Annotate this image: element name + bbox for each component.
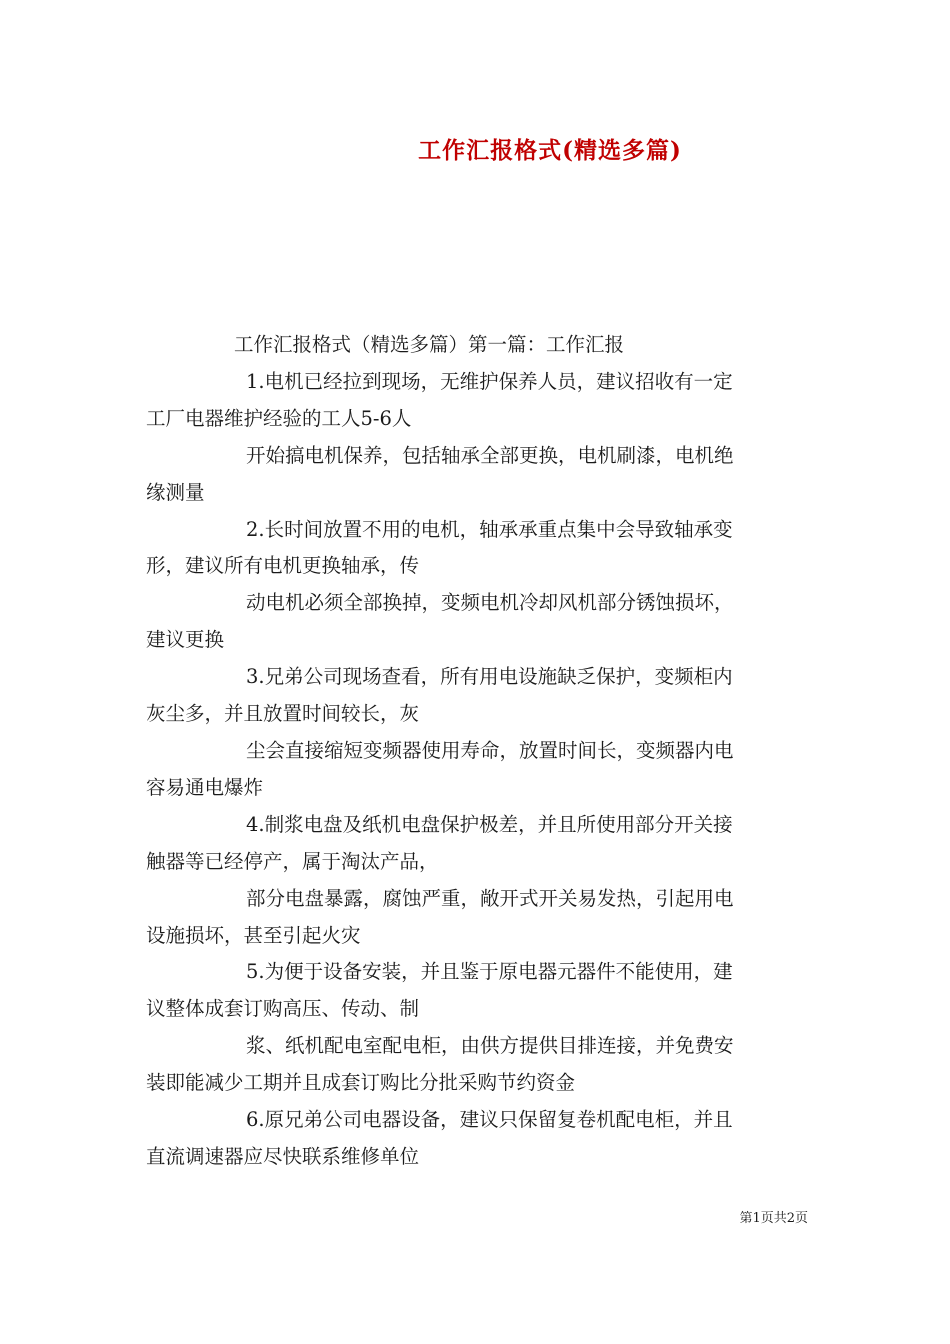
paragraph xyxy=(146,1028,808,1102)
paragraph-line: 尘会直接缩短变频器使用寿命，放置时间长，变频器内电 xyxy=(246,738,734,762)
paragraph xyxy=(146,733,808,807)
paragraph xyxy=(146,585,808,659)
section-heading xyxy=(146,327,808,364)
document-body xyxy=(146,327,808,1176)
paragraph xyxy=(146,659,808,733)
paragraph xyxy=(146,881,808,955)
paragraph xyxy=(146,807,808,881)
paragraph-line: 4.制浆电盘及纸机电盘保护极差，并且所使用部分开关接 xyxy=(246,812,733,836)
paragraph-line: 形，建议所有电机更换轴承，传 xyxy=(146,554,420,578)
paragraph-line: 装即能减少工期并且成套订购比分批采购节约资金 xyxy=(146,1071,576,1095)
paragraph xyxy=(146,364,808,438)
paragraph-line: 浆、纸机配电室配电柜，由供方提供目排连接，并免费安 xyxy=(246,1034,734,1058)
paragraph xyxy=(146,954,808,1028)
paragraph-line: 灰尘多，并且放置时间较长，灰 xyxy=(146,702,420,726)
paragraph-line: 6.原兄弟公司电器设备，建议只保留复卷机配电柜，并且 xyxy=(246,1108,733,1132)
paragraph xyxy=(146,512,808,586)
paragraph-line: 工厂电器维护经验的工人5-6人 xyxy=(146,406,412,430)
paragraph-line: 容易通电爆炸 xyxy=(146,775,264,799)
paragraph-line: 建议更换 xyxy=(146,628,225,652)
page-number: 第1页共2页 xyxy=(739,1211,808,1226)
paragraph-line: 开始搞电机保养，包括轴承全部更换，电机刷漆，电机绝 xyxy=(246,443,734,467)
paragraph xyxy=(146,438,808,512)
paragraph-line: 2.长时间放置不用的电机，轴承承重点集中会导致轴承变 xyxy=(246,517,733,541)
paragraph-line: 1.电机已经拉到现场，无维护保养人员，建议招收有一定 xyxy=(246,369,733,393)
paragraph-line: 动电机必须全部换掉，变频电机冷却风机部分锈蚀损坏， xyxy=(246,591,734,615)
paragraph xyxy=(146,1102,808,1176)
paragraph-line: 直流调速器应尽快联系维修单位 xyxy=(146,1144,420,1168)
paragraph-line: 5.为便于设备安装，并且鉴于原电器元器件不能使用，建 xyxy=(246,960,733,984)
paragraph-line: 缘测量 xyxy=(146,480,205,504)
paragraph-line: 工作汇报格式（精选多篇）第一篇：工作汇报 xyxy=(234,333,625,356)
document-title: 工作汇报格式(精选多篇) xyxy=(418,137,682,164)
paragraph-line: 触器等已经停产，属于淘汰产品， xyxy=(146,849,439,873)
paragraph-line: 议整体成套订购高压、传动、制 xyxy=(146,997,420,1021)
paragraph-line: 3.兄弟公司现场查看，所有用电设施缺乏保护，变频柜内 xyxy=(246,665,733,689)
paragraph-line: 设施损坏，甚至引起火灾 xyxy=(146,923,361,947)
paragraph-line: 部分电盘暴露，腐蚀严重，敞开式开关易发热，引起用电 xyxy=(246,886,734,910)
